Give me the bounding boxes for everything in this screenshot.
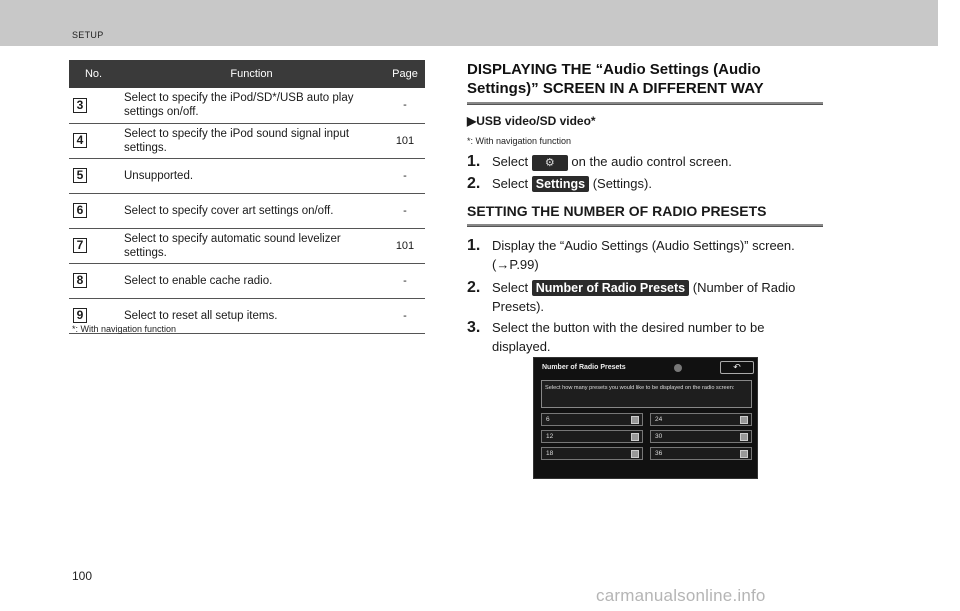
row-page: - [385, 88, 425, 123]
row-function: Select to specify the iPod/SD*/USB auto play settings on/off. [118, 88, 385, 123]
row-number: 5 [73, 168, 87, 183]
step-b3 [467, 318, 823, 356]
step-text-cont: displayed. [492, 339, 551, 354]
step-number: 1. [467, 237, 481, 254]
row-function: Unsupported. [118, 158, 385, 193]
row-function: Select to enable cache radio. [118, 263, 385, 298]
step-text: Select [492, 154, 529, 169]
row-number: 4 [73, 133, 87, 148]
checkbox-icon [740, 416, 748, 424]
step-ref: (→P.99) [492, 257, 539, 272]
heading-rule [467, 224, 823, 227]
watermark-text: carmanualsonline.info [596, 586, 766, 605]
step-text: Select [492, 280, 529, 295]
step-a1 [467, 152, 823, 171]
checkbox-icon [631, 450, 639, 458]
preset-option-24[interactable] [650, 413, 752, 426]
row-page: - [385, 193, 425, 228]
sub-footnote: *: With navigation function [467, 136, 572, 146]
table-footnote: *: With navigation function [72, 324, 177, 334]
row-number: 8 [73, 273, 87, 288]
table-header-row [69, 60, 425, 88]
step-text: Select [492, 176, 529, 191]
step-text: Display the “Audio Settings (Audio Settings)” screen. [492, 238, 795, 253]
header-page: Page [385, 60, 425, 88]
option-label: 36 [655, 450, 663, 457]
table-row [69, 88, 425, 123]
checkbox-icon [631, 416, 639, 424]
preset-option-36[interactable] [650, 447, 752, 460]
step-text: Select the button with the desired number to be [492, 320, 765, 335]
row-page: - [385, 298, 425, 333]
screen-prompt: Select how many presets you would like to be displayed on the radio screen: [541, 380, 752, 408]
heading-display-audio-settings: DISPLAYING THE “Audio Settings (Audio Settings)” SCREEN IN A DIFFERENT WAY [467, 61, 764, 97]
right-column [467, 60, 823, 354]
table-row [69, 158, 425, 193]
step-number: 3. [467, 319, 481, 336]
step-text: (Settings). [592, 176, 652, 191]
table-row [69, 263, 425, 298]
top-banner [0, 0, 938, 46]
option-label: 12 [546, 433, 554, 440]
radio-presets-screenshot [533, 357, 758, 479]
page-number: 100 [72, 569, 93, 583]
step-text-cont: Presets). [492, 299, 545, 314]
preset-option-6[interactable] [541, 413, 643, 426]
row-page: - [385, 263, 425, 298]
screen-title: Number of Radio Presets [542, 364, 626, 371]
step-number: 1. [467, 153, 481, 170]
heading-radio-presets: SETTING THE NUMBER OF RADIO PRESETS [467, 203, 767, 219]
checkbox-icon [740, 450, 748, 458]
gear-icon: ⚙ [544, 156, 555, 169]
preset-option-18[interactable] [541, 447, 643, 460]
header-function: Function [118, 60, 385, 88]
row-function: Select to specify the iPod sound signal input settings. [118, 123, 385, 158]
section-label: SETUP [72, 30, 104, 40]
function-table [69, 60, 425, 334]
table-row [69, 228, 425, 263]
row-function: Select to specify automatic sound levelizer settings. [118, 228, 385, 263]
row-number: 7 [73, 238, 87, 253]
header-no: No. [69, 60, 118, 88]
row-page: 101 [385, 228, 425, 263]
row-number: 6 [73, 203, 87, 218]
step-b2 [467, 278, 823, 316]
preset-option-30[interactable] [650, 430, 752, 443]
settings-button[interactable]: Settings [532, 176, 589, 192]
radio-presets-heading-block [467, 202, 823, 227]
number-of-radio-presets-button[interactable]: Number of Radio Presets [532, 280, 689, 296]
row-function: Select to specify cover art settings on/off. [118, 193, 385, 228]
row-page: - [385, 158, 425, 193]
step-text: on the audio control screen. [571, 154, 732, 169]
option-label: 24 [655, 416, 663, 423]
option-label: 30 [655, 433, 663, 440]
row-number: 9 [73, 308, 87, 323]
table-row [69, 123, 425, 158]
step-text: (Number of Radio [692, 280, 796, 295]
usb-video-subheading: ▶USB video/SD video* [467, 114, 596, 128]
option-label: 18 [546, 450, 554, 457]
table-row [69, 193, 425, 228]
option-label: 6 [546, 416, 550, 423]
step-a2 [467, 174, 823, 193]
back-button[interactable] [720, 361, 754, 374]
indicator-icon [674, 364, 682, 372]
row-page: 101 [385, 123, 425, 158]
preset-option-12[interactable] [541, 430, 643, 443]
back-arrow-icon: ↶ [733, 362, 741, 372]
step-b1 [467, 236, 823, 274]
row-function: Select to reset all setup items. [118, 298, 385, 333]
row-number: 3 [73, 98, 87, 113]
audio-settings-icon-button[interactable] [532, 155, 568, 171]
checkbox-icon [740, 433, 748, 441]
step-number: 2. [467, 175, 481, 192]
step-number: 2. [467, 279, 481, 296]
heading-rule [467, 102, 823, 105]
checkbox-icon [631, 433, 639, 441]
